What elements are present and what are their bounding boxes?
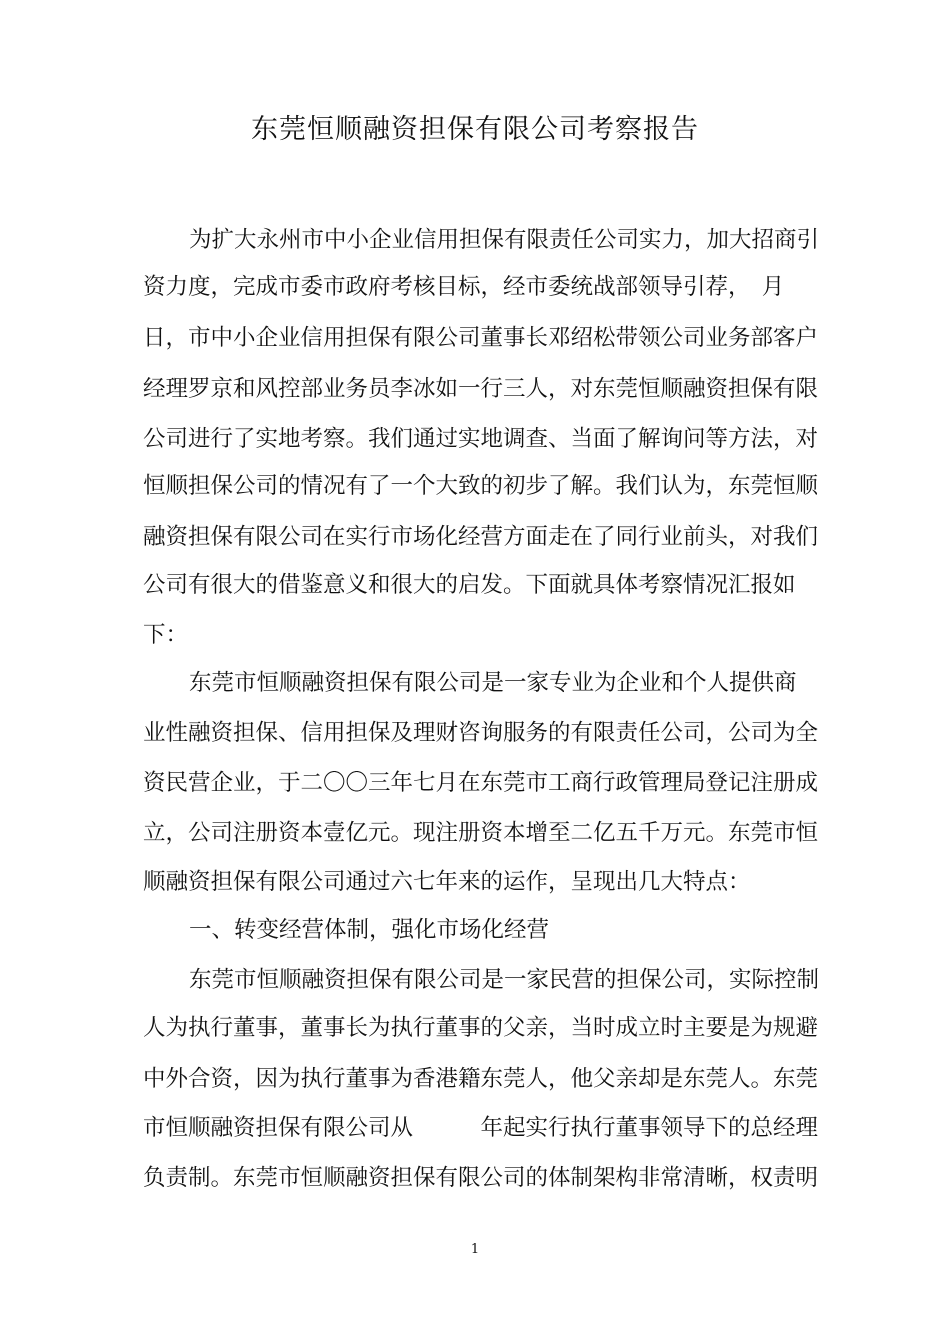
paragraph-line: 资力度，完成市委市政府考核目标，经市委统战部领导引荐， 月 bbox=[143, 274, 785, 300]
paragraph-line: 东莞市恒顺融资担保有限公司是一家专业为企业和个人提供商 bbox=[189, 670, 797, 696]
paragraph-line: 资民营企业，于二〇〇三年七月在东莞市工商行政管理局登记注册成 bbox=[143, 770, 819, 796]
paragraph-line: 立，公司注册资本壹亿元。现注册资本增至二亿五千万元。东莞市恒 bbox=[143, 820, 819, 846]
paragraph-line: 经理罗京和风控部业务员李冰如一行三人，对东莞恒顺融资担保有限 bbox=[143, 376, 819, 402]
document-title: 东莞恒顺融资担保有限公司考察报告 bbox=[251, 114, 699, 145]
page-number: 1 bbox=[470, 1242, 480, 1257]
paragraph-line: 负责制。东莞市恒顺融资担保有限公司的体制架构非常清晰，权责明 bbox=[143, 1165, 819, 1191]
paragraph-line: 公司有很大的借鉴意义和很大的启发。下面就具体考察情况汇报如 bbox=[143, 572, 796, 598]
paragraph-line: 日，市中小企业信用担保有限公司董事长邓绍松带领公司业务部客户 bbox=[143, 325, 819, 351]
paragraph-line: 市恒顺融资担保有限公司从 年起实行执行董事领导下的总经理 bbox=[143, 1115, 819, 1141]
paragraph-line: 东莞市恒顺融资担保有限公司是一家民营的担保公司，实际控制 bbox=[189, 967, 820, 993]
paragraph-line: 恒顺担保公司的情况有了一个大致的初步了解。我们认为，东莞恒顺 bbox=[143, 473, 819, 499]
paragraph-line: 为扩大永州市中小企业信用担保有限责任公司实力，加大招商引 bbox=[189, 227, 820, 253]
paragraph-line: 下： bbox=[143, 622, 189, 648]
paragraph-line: 顺融资担保有限公司通过六七年来的运作，呈现出几大特点： bbox=[143, 869, 751, 895]
paragraph-line: 业性融资担保、信用担保及理财咨询服务的有限责任公司，公司为全 bbox=[143, 720, 819, 746]
paragraph-line: 人为执行董事，董事长为执行董事的父亲，当时成立时主要是为规避 bbox=[143, 1015, 819, 1041]
section-heading: 一、转变经营体制，强化市场化经营 bbox=[189, 917, 550, 943]
paragraph-line: 融资担保有限公司在实行市场化经营方面走在了同行业前头，对我们 bbox=[143, 524, 819, 550]
paragraph-line: 中外合资，因为执行董事为香港籍东莞人，他父亲却是东莞人。东莞 bbox=[143, 1066, 819, 1092]
paragraph-line: 公司进行了实地考察。我们通过实地调查、当面了解询问等方法，对 bbox=[143, 426, 819, 452]
